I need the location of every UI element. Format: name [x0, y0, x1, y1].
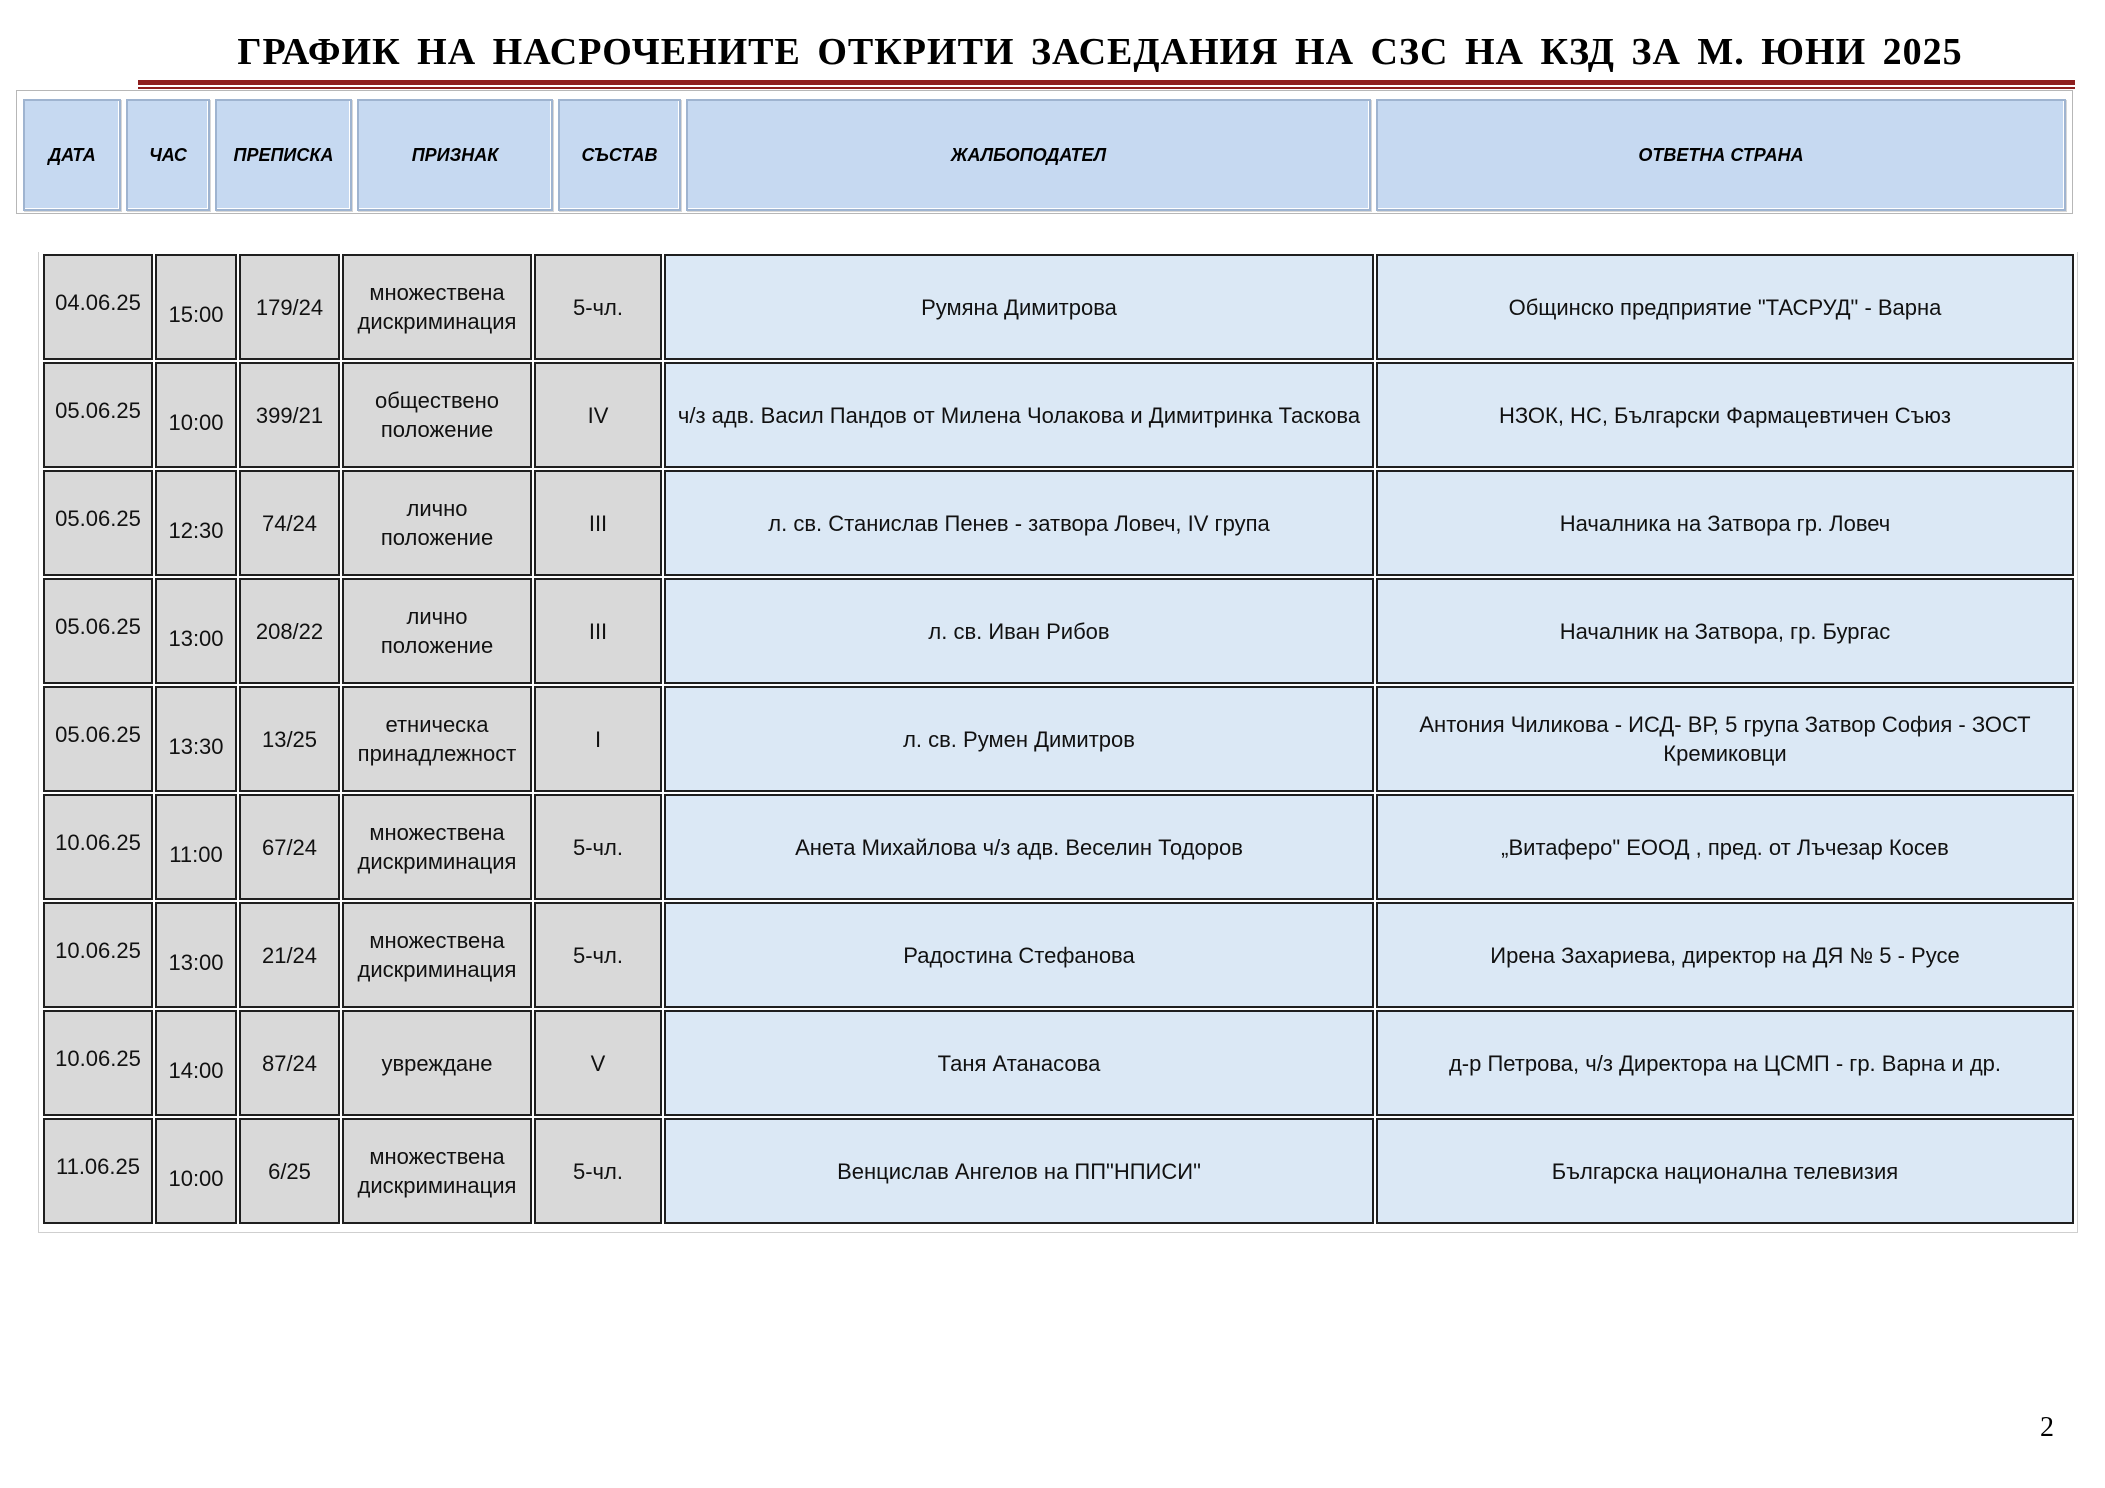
cell-case: 6/25: [239, 1118, 340, 1224]
cell-date: 05.06.25: [43, 578, 153, 684]
cell-case: 179/24: [239, 254, 340, 360]
table-row: [39, 792, 2077, 900]
table-row: [39, 360, 2077, 468]
cell-respondent: Антония Чиликова - ИСД- ВР, 5 група Затвор София - ЗОСТ Кремиковци: [1376, 686, 2074, 792]
cell-panel: III: [534, 578, 662, 684]
cell-respondent: Общинско предприятие "ТАСРУД" - Варна: [1376, 254, 2074, 360]
cell-complainant: л. св. Румен Димитров: [664, 686, 1374, 792]
table-row: [39, 900, 2077, 1008]
cell-case: 21/24: [239, 902, 340, 1008]
schedule-table: [38, 252, 2078, 1233]
page-title: ГРАФИК НА НАСРОЧЕНИТЕ ОТКРИТИ ЗАСЕДАНИЯ НА СЗС НА КЗД ЗА М. ЮНИ 2025: [237, 31, 1963, 73]
cell-complainant: л. св. Станислав Пенев - затвора Ловеч, IV група: [664, 470, 1374, 576]
table-row: [39, 252, 2077, 360]
cell-date: 10.06.25: [43, 794, 153, 900]
cell-panel: I: [534, 686, 662, 792]
cell-panel: 5-чл.: [534, 794, 662, 900]
cell-ground: обществено положение: [342, 362, 532, 468]
cell-complainant: Радостина Стефанова: [664, 902, 1374, 1008]
cell-date: 05.06.25: [43, 470, 153, 576]
cell-case: 74/24: [239, 470, 340, 576]
cell-ground: увреждане: [342, 1010, 532, 1116]
cell-time: 10:00: [155, 362, 237, 468]
cell-case: 87/24: [239, 1010, 340, 1116]
cell-ground: лично положение: [342, 470, 532, 576]
cell-case: 13/25: [239, 686, 340, 792]
table-row: [39, 1008, 2077, 1116]
cell-case: 399/21: [239, 362, 340, 468]
cell-date: 05.06.25: [43, 686, 153, 792]
cell-date: 10.06.25: [43, 1010, 153, 1116]
table-row: [39, 468, 2077, 576]
header-ground: ПРИЗНАК: [357, 99, 553, 211]
header-case: ПРЕПИСКА: [215, 99, 352, 211]
cell-complainant: ч/з адв. Васил Пандов от Милена Чолакова и Димитринка Таскова: [664, 362, 1374, 468]
cell-panel: 5-чл.: [534, 254, 662, 360]
cell-panel: III: [534, 470, 662, 576]
cell-ground: множествена дискриминация: [342, 254, 532, 360]
title-underline-thin: [138, 87, 2075, 89]
table-header: [16, 90, 2073, 214]
header-respondent: ОТВЕТНА СТРАНА: [1376, 99, 2066, 211]
cell-time: 12:30: [155, 470, 237, 576]
cell-time: 13:00: [155, 578, 237, 684]
cell-respondent: Началник на Затвора, гр. Бургас: [1376, 578, 2074, 684]
cell-time: 13:00: [155, 902, 237, 1008]
header-time: ЧАС: [126, 99, 210, 211]
cell-date: 10.06.25: [43, 902, 153, 1008]
cell-respondent: Началника на Затвора гр. Ловеч: [1376, 470, 2074, 576]
header-date: ДАТА: [23, 99, 121, 211]
table-row: [39, 1116, 2077, 1224]
cell-respondent: Българска национална телевизия: [1376, 1118, 2074, 1224]
cell-time: 15:00: [155, 254, 237, 360]
cell-complainant: Анета Михайлова ч/з адв. Веселин Тодоров: [664, 794, 1374, 900]
cell-respondent: Ирена Захариева, директор на ДЯ № 5 - Русе: [1376, 902, 2074, 1008]
table-row: [39, 576, 2077, 684]
cell-case: 67/24: [239, 794, 340, 900]
cell-date: 11.06.25: [43, 1118, 153, 1224]
table-row: [39, 684, 2077, 792]
cell-complainant: Румяна Димитрова: [664, 254, 1374, 360]
cell-complainant: л. св. Иван Рибов: [664, 578, 1374, 684]
cell-panel: 5-чл.: [534, 902, 662, 1008]
cell-panel: V: [534, 1010, 662, 1116]
cell-ground: етническа принадлежност: [342, 686, 532, 792]
cell-date: 04.06.25: [43, 254, 153, 360]
cell-time: 14:00: [155, 1010, 237, 1116]
cell-panel: 5-чл.: [534, 1118, 662, 1224]
cell-ground: лично положение: [342, 578, 532, 684]
cell-ground: множествена дискриминация: [342, 794, 532, 900]
cell-time: 10:00: [155, 1118, 237, 1224]
cell-respondent: НЗОК, НС, Български Фармацевтичен Съюз: [1376, 362, 2074, 468]
title-underline: [138, 80, 2075, 85]
cell-date: 05.06.25: [43, 362, 153, 468]
cell-case: 208/22: [239, 578, 340, 684]
cell-panel: IV: [534, 362, 662, 468]
cell-respondent: „Витаферо" ЕООД , пред. от Лъчезар Косев: [1376, 794, 2074, 900]
header-complainant: ЖАЛБОПОДАТЕЛ: [686, 99, 1371, 211]
cell-complainant: Таня Атанасова: [664, 1010, 1374, 1116]
page-number: 2: [2040, 1412, 2054, 1443]
cell-ground: множествена дискриминация: [342, 902, 532, 1008]
cell-ground: множествена дискриминация: [342, 1118, 532, 1224]
cell-complainant: Венцислав Ангелов на ПП"НПИСИ": [664, 1118, 1374, 1224]
cell-time: 11:00: [155, 794, 237, 900]
cell-time: 13:30: [155, 686, 237, 792]
header-panel: СЪСТАВ: [558, 99, 681, 211]
cell-respondent: д-р Петрова, ч/з Директора на ЦСМП - гр. Варна и др.: [1376, 1010, 2074, 1116]
